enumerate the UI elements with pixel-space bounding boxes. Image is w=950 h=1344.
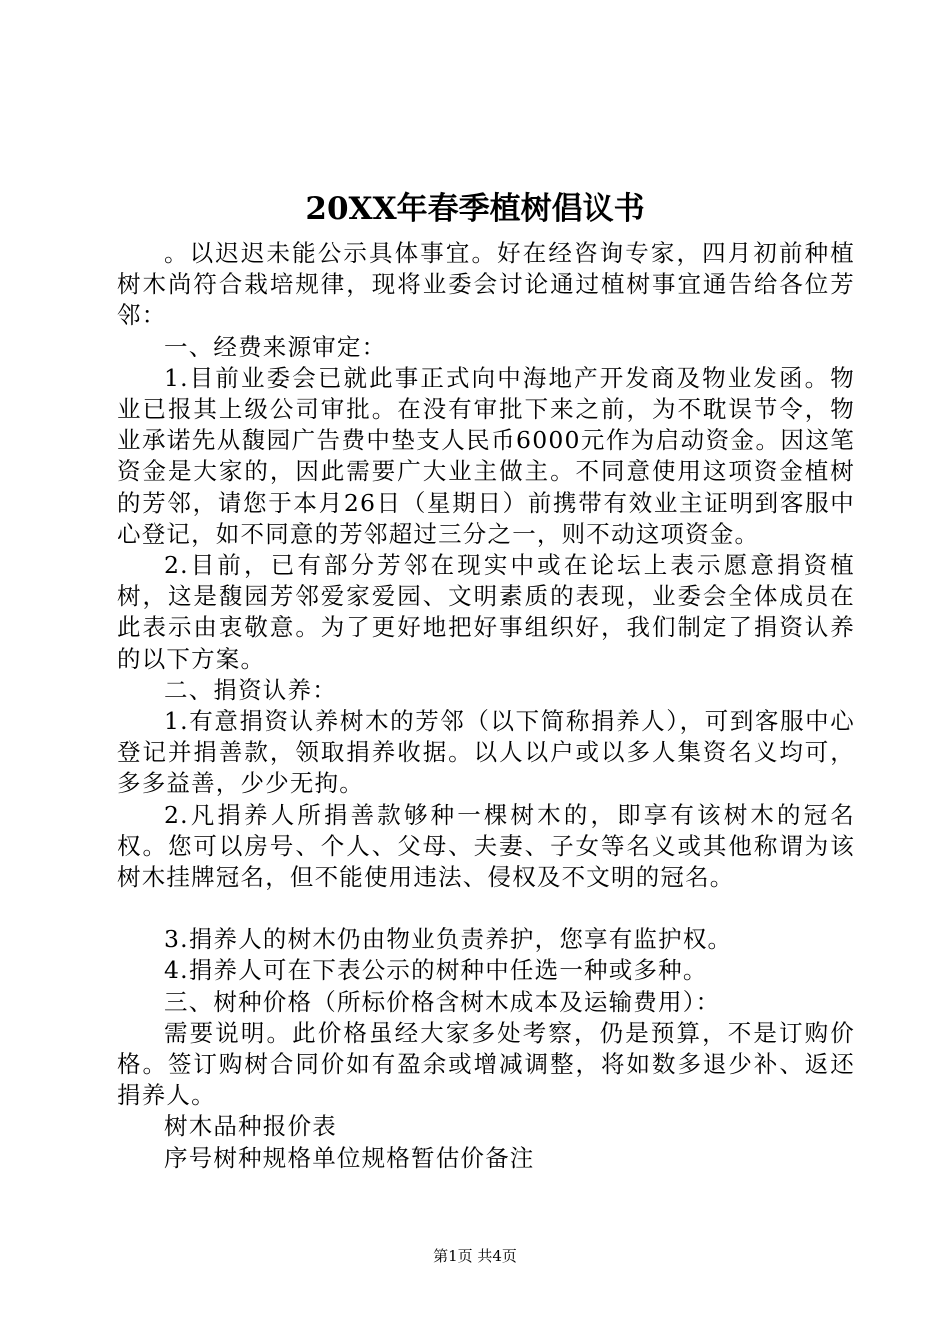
page-footer: 第1页 共4页 xyxy=(433,1247,517,1265)
document-title: 20XX年春季植树倡议书 xyxy=(305,191,645,227)
section-heading-prices: 三、树种价格（所标价格含树木成本及运输费用）： xyxy=(164,987,721,1016)
price-table-title: 树木品种报价表 xyxy=(164,1112,337,1141)
paragraph-intro: 。以迟迟未能公示具体事宜。好在经咨询专家，四月初前种植树木尚符合栽培规律，现将业委会讨论通过植树事宜通告给各位芳邻： xyxy=(117,239,855,330)
section-heading-funding: 一、经费来源审定： xyxy=(164,332,387,361)
price-table-header: 序号树种规格单位规格暂估价备注 xyxy=(164,1143,535,1172)
paragraph-donation-3: 3.捐养人的树木仍由物业负责养护，您享有监护权。 xyxy=(164,925,733,954)
document-body xyxy=(117,238,855,1174)
paragraph-donation-1: 1.有意捐资认养树木的芳邻（以下简称捐养人），可到客服中心登记并捐善款，领取捐养收据。以人以户或以多人集资名义均可，多多益善，少少无拘。 xyxy=(117,707,855,798)
paragraph-funding-2: 2.目前，已有部分芳邻在现实中或在论坛上表示愿意捐资植树，这是馥园芳邻爱家爱园、文明素质的表现，业委会全体成员在此表示由衷敬意。为了更好地把好事组织好，我们制定了捐资认养的以下方案。 xyxy=(117,551,855,673)
paragraph-funding-1: 1.目前业委会已就此事正式向中海地产开发商及物业发函。物业已报其上级公司审批。在没有审批下来之前，为不耽误节令，物业承诺先从馥园广告费中垫支人民币6000元作为启动资金。因这笔资金是大家的，因此需要广大业主做主。不同意使用这项资金植树的芳邻，请您于本月26日（星期日）前携带有效业主证明到客服中心登记，如不同意的芳邻超过三分之一，则不动这项资金。 xyxy=(117,363,855,548)
paragraph-donation-2: 2.凡捐养人所捐善款够种一棵树木的，即享有该树木的冠名权。您可以房号、个人、父母、夫妻、子女等名义或其他称谓为该树木挂牌冠名，但不能使用违法、侵权及不文明的冠名。 xyxy=(117,800,855,892)
paragraph-price-note: 需要说明。此价格虽经大家多处考察，仍是预算，不是订购价格。签订购树合同价如有盈余或增减调整，将如数多退少补、返还捐养人。 xyxy=(117,1018,855,1110)
section-heading-donation: 二、捐资认养： xyxy=(164,675,337,704)
paragraph-donation-4: 4.捐养人可在下表公示的树种中任选一种或多种。 xyxy=(164,956,708,985)
